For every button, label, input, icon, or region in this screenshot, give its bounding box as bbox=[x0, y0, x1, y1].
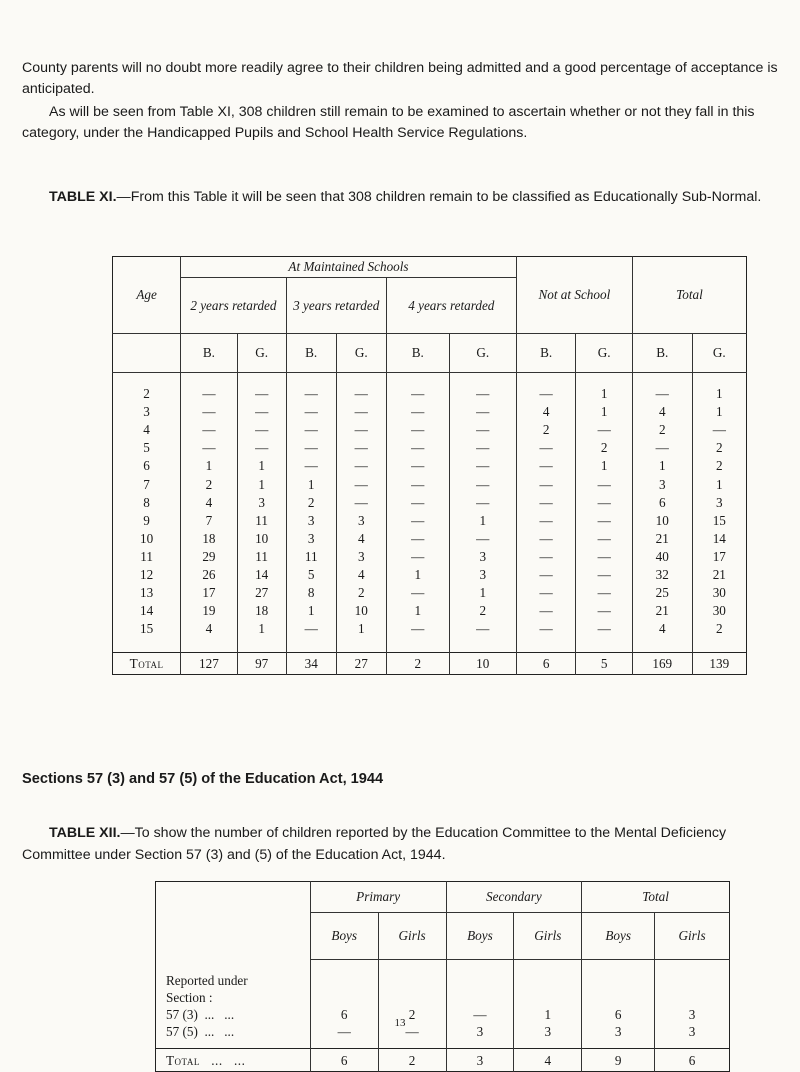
girls-header: Girls bbox=[655, 913, 730, 960]
cell: 40 bbox=[632, 548, 692, 566]
age-cell: 11 bbox=[140, 548, 153, 564]
cell: 3 bbox=[336, 548, 386, 566]
cell: 3 bbox=[655, 1023, 730, 1049]
table-12-label: TABLE XII. bbox=[49, 825, 121, 841]
cell: — bbox=[386, 421, 449, 439]
table-11-total-row bbox=[113, 653, 747, 675]
cell: 1 bbox=[386, 566, 449, 584]
cell: 10 bbox=[632, 512, 692, 530]
cell: 2 bbox=[181, 475, 237, 493]
cell: — bbox=[310, 1023, 378, 1049]
table-11-caption: —From this Table it will be seen that 308 children remain to be classified as Educationally Sub-Normal. bbox=[116, 189, 762, 205]
cell: — bbox=[516, 602, 576, 620]
primary-header: Primary bbox=[310, 882, 446, 913]
intro-paragraph-1: County parents will no doubt more readily agree to their children being admitted and a good percentage of acceptance is anticipated. bbox=[22, 60, 778, 97]
secondary-header: Secondary bbox=[446, 882, 582, 913]
age-cell: 10 bbox=[140, 530, 154, 546]
cell: 2 bbox=[449, 602, 516, 620]
cell: — bbox=[237, 439, 286, 457]
cell: 14 bbox=[237, 566, 286, 584]
cell: 2 bbox=[576, 439, 632, 457]
two-years-retarded-header: 2 years retarded bbox=[181, 278, 286, 334]
cell: — bbox=[336, 475, 386, 493]
cell: 21 bbox=[632, 530, 692, 548]
cell: 4 bbox=[336, 566, 386, 584]
cell: 1 bbox=[576, 457, 632, 475]
age-cell: 3 bbox=[143, 404, 150, 420]
total-cell: 6 bbox=[516, 653, 576, 675]
cell: — bbox=[336, 439, 386, 457]
total-cell: 10 bbox=[449, 653, 516, 675]
table-11-row bbox=[113, 566, 747, 584]
cell: — bbox=[386, 620, 449, 653]
cell: 4 bbox=[336, 530, 386, 548]
age-cell: 4 bbox=[143, 422, 150, 438]
table-11-row bbox=[113, 548, 747, 566]
boys-header: Boys bbox=[446, 913, 514, 960]
table-11-row bbox=[113, 530, 747, 548]
cell: 3 bbox=[286, 512, 336, 530]
cell: 4 bbox=[181, 620, 237, 653]
cell: — bbox=[449, 530, 516, 548]
section-label: Section : bbox=[166, 990, 213, 1005]
cell: 3 bbox=[582, 1023, 655, 1049]
cell: — bbox=[449, 421, 516, 439]
total-cell: 4 bbox=[514, 1049, 582, 1072]
table-12 bbox=[155, 881, 730, 1072]
total-cell: 2 bbox=[386, 653, 449, 675]
cell: — bbox=[181, 373, 237, 404]
cell: 2 bbox=[516, 421, 576, 439]
cell: — bbox=[516, 548, 576, 566]
cell: — bbox=[516, 512, 576, 530]
total-cell: 139 bbox=[692, 653, 746, 675]
cell: — bbox=[237, 373, 286, 404]
cell: — bbox=[237, 421, 286, 439]
intro-paragraph-2: As will be seen from Table XI, 308 children still remain to be examined to ascertain whether or not they fall in this category, under the Handicapped Pupils and School Health Service Regulations. bbox=[22, 104, 755, 141]
cell: 3 bbox=[286, 530, 336, 548]
cell: — bbox=[576, 475, 632, 493]
cell: — bbox=[449, 457, 516, 475]
girls-header: Girls bbox=[378, 913, 446, 960]
cell: — bbox=[386, 457, 449, 475]
table-11-label: TABLE XI. bbox=[49, 189, 117, 205]
cell: — bbox=[449, 373, 516, 404]
cell: — bbox=[692, 421, 746, 439]
col-header-b: B. bbox=[286, 334, 336, 373]
table-11-row bbox=[113, 457, 747, 475]
table-12-caption: —To show the number of children reported by the Education Committee to the Mental Deficiency Committee under Section 57 (3) and (5) of the Education Act, 1944. bbox=[22, 825, 727, 863]
total-cell: 34 bbox=[286, 653, 336, 675]
cell: — bbox=[286, 457, 336, 475]
cell: — bbox=[386, 403, 449, 421]
col-header-b: B. bbox=[632, 334, 692, 373]
cell: 21 bbox=[692, 566, 746, 584]
page-number: 13 bbox=[394, 1017, 406, 1029]
cell: — bbox=[576, 494, 632, 512]
cell: 1 bbox=[449, 512, 516, 530]
cell: — bbox=[449, 403, 516, 421]
total-cell: 127 bbox=[181, 653, 237, 675]
table-11-row bbox=[113, 494, 747, 512]
cell: 27 bbox=[237, 584, 286, 602]
cell: — bbox=[576, 584, 632, 602]
cell: — bbox=[449, 620, 516, 653]
cell: 1 bbox=[286, 602, 336, 620]
table-12-heading bbox=[22, 822, 778, 866]
col-header-g: G. bbox=[692, 334, 746, 373]
cell: — bbox=[336, 457, 386, 475]
cell: — bbox=[576, 566, 632, 584]
cell: 3 bbox=[655, 1006, 730, 1023]
cell: 3 bbox=[449, 548, 516, 566]
cell: 1 bbox=[386, 602, 449, 620]
cell: 3 bbox=[446, 1023, 514, 1049]
cell: — bbox=[386, 439, 449, 457]
cell: 18 bbox=[237, 602, 286, 620]
total-cell: 9 bbox=[582, 1049, 655, 1072]
cell: 10 bbox=[336, 602, 386, 620]
cell: — bbox=[181, 439, 237, 457]
total-cell: 6 bbox=[655, 1049, 730, 1072]
cell: 2 bbox=[286, 494, 336, 512]
cell: — bbox=[286, 403, 336, 421]
age-cell: 15 bbox=[140, 621, 154, 637]
cell: 6 bbox=[582, 1006, 655, 1023]
cell: — bbox=[576, 421, 632, 439]
cell: 7 bbox=[181, 512, 237, 530]
cell: 10 bbox=[237, 530, 286, 548]
table-12-total-row bbox=[156, 1049, 730, 1072]
cell: 2 bbox=[692, 457, 746, 475]
cell: — bbox=[181, 421, 237, 439]
cell: 3 bbox=[449, 566, 516, 584]
cell: — bbox=[386, 494, 449, 512]
age-cell: 6 bbox=[143, 458, 150, 474]
table-11-row bbox=[113, 584, 747, 602]
cell: 3 bbox=[692, 494, 746, 512]
cell: 18 bbox=[181, 530, 237, 548]
total-header: Total bbox=[582, 882, 730, 913]
cell: — bbox=[449, 494, 516, 512]
table-11-row bbox=[113, 620, 747, 653]
cell: 14 bbox=[692, 530, 746, 548]
age-cell: 9 bbox=[143, 512, 150, 528]
cell: — bbox=[516, 566, 576, 584]
cell: 2 bbox=[378, 1006, 446, 1023]
col-header-g: G. bbox=[237, 334, 286, 373]
cell: 1 bbox=[336, 620, 386, 653]
cell: — bbox=[516, 584, 576, 602]
cell: 1 bbox=[237, 457, 286, 475]
col-header-g: G. bbox=[336, 334, 386, 373]
age-subheader-blank bbox=[113, 334, 181, 373]
cell: 1 bbox=[449, 584, 516, 602]
cell: 1 bbox=[692, 475, 746, 493]
cell: — bbox=[516, 494, 576, 512]
table-11-row bbox=[113, 373, 747, 404]
cell: 1 bbox=[692, 373, 746, 404]
cell: 32 bbox=[632, 566, 692, 584]
cell: — bbox=[576, 602, 632, 620]
cell: — bbox=[516, 620, 576, 653]
age-cell: 8 bbox=[143, 494, 150, 510]
cell: 6 bbox=[310, 1006, 378, 1023]
cell: 1 bbox=[514, 1006, 582, 1023]
cell: — bbox=[286, 620, 336, 653]
table-11-row bbox=[113, 403, 747, 421]
reported-under-label: Reported under bbox=[166, 972, 248, 988]
cell: — bbox=[336, 494, 386, 512]
sections-heading: Sections 57 (3) and 57 (5) of the Education Act, 1944 bbox=[22, 771, 384, 787]
cell: 21 bbox=[632, 602, 692, 620]
cell: 2 bbox=[692, 439, 746, 457]
cell: 2 bbox=[632, 421, 692, 439]
total-cell: 27 bbox=[336, 653, 386, 675]
cell: — bbox=[576, 530, 632, 548]
boys-header: Boys bbox=[582, 913, 655, 960]
age-cell: 5 bbox=[143, 440, 150, 456]
row-label: 57 (5) ... ... bbox=[166, 1024, 235, 1039]
total-cell: 6 bbox=[310, 1049, 378, 1072]
table-11-row bbox=[113, 512, 747, 530]
total-cell: 3 bbox=[446, 1049, 514, 1072]
cell: 3 bbox=[632, 475, 692, 493]
cell: 11 bbox=[286, 548, 336, 566]
cell: 5 bbox=[286, 566, 336, 584]
total-cell: 2 bbox=[378, 1049, 446, 1072]
cell: 1 bbox=[576, 403, 632, 421]
table-11-row bbox=[113, 475, 747, 493]
age-cell: 2 bbox=[143, 386, 150, 402]
cell: 30 bbox=[692, 584, 746, 602]
boys-header: Boys bbox=[310, 913, 378, 960]
cell: — bbox=[516, 457, 576, 475]
total-header: Total bbox=[632, 257, 746, 334]
cell: — bbox=[386, 475, 449, 493]
cell: 1 bbox=[632, 457, 692, 475]
cell: — bbox=[286, 439, 336, 457]
cell: — bbox=[378, 1023, 446, 1049]
col-header-b: B. bbox=[181, 334, 237, 373]
total-cell: 169 bbox=[632, 653, 692, 675]
cell: — bbox=[446, 1006, 514, 1023]
cell: — bbox=[449, 439, 516, 457]
cell: — bbox=[516, 530, 576, 548]
age-cell: 12 bbox=[140, 566, 154, 582]
cell: — bbox=[386, 584, 449, 602]
cell: — bbox=[632, 439, 692, 457]
col-header-g: G. bbox=[576, 334, 632, 373]
cell: 1 bbox=[692, 403, 746, 421]
cell: 2 bbox=[692, 620, 746, 653]
cell: 17 bbox=[692, 548, 746, 566]
cell: — bbox=[632, 373, 692, 404]
table-11 bbox=[112, 256, 747, 675]
age-cell: 14 bbox=[140, 603, 154, 619]
cell: 25 bbox=[632, 584, 692, 602]
cell: — bbox=[286, 421, 336, 439]
cell: — bbox=[449, 475, 516, 493]
row-label: 57 (3) ... ... bbox=[166, 1007, 235, 1022]
cell: 29 bbox=[181, 548, 237, 566]
cell: 4 bbox=[632, 403, 692, 421]
col-header-b: B. bbox=[386, 334, 449, 373]
cell: 4 bbox=[181, 494, 237, 512]
cell: 4 bbox=[516, 403, 576, 421]
cell: — bbox=[386, 530, 449, 548]
cell: 6 bbox=[632, 494, 692, 512]
cell: — bbox=[576, 548, 632, 566]
total-cell: 97 bbox=[237, 653, 286, 675]
total-cell: 5 bbox=[576, 653, 632, 675]
cell: — bbox=[576, 512, 632, 530]
cell: 1 bbox=[237, 475, 286, 493]
cell: — bbox=[516, 373, 576, 404]
cell: — bbox=[336, 421, 386, 439]
cell: 4 bbox=[632, 620, 692, 653]
cell: 15 bbox=[692, 512, 746, 530]
cell: 1 bbox=[237, 620, 286, 653]
not-at-school-header: Not at School bbox=[516, 257, 632, 334]
cell: — bbox=[336, 373, 386, 404]
age-cell: 7 bbox=[143, 476, 150, 492]
three-years-retarded-header: 3 years retarded bbox=[286, 278, 386, 334]
table-11-heading bbox=[22, 186, 778, 208]
cell: — bbox=[386, 548, 449, 566]
cell: 11 bbox=[237, 512, 286, 530]
cell: 1 bbox=[576, 373, 632, 404]
four-years-retarded-header: 4 years retarded bbox=[386, 278, 516, 334]
cell: — bbox=[181, 403, 237, 421]
cell: — bbox=[516, 439, 576, 457]
cell: — bbox=[386, 512, 449, 530]
cell: 3 bbox=[336, 512, 386, 530]
cell: 26 bbox=[181, 566, 237, 584]
cell: 3 bbox=[237, 494, 286, 512]
table-11-row bbox=[113, 439, 747, 457]
total-label: Total bbox=[113, 653, 181, 675]
row-label-header-blank bbox=[156, 882, 311, 960]
cell: 1 bbox=[286, 475, 336, 493]
cell: 19 bbox=[181, 602, 237, 620]
girls-header: Girls bbox=[514, 913, 582, 960]
cell: 11 bbox=[237, 548, 286, 566]
cell: 3 bbox=[514, 1023, 582, 1049]
col-header-b: B. bbox=[516, 334, 576, 373]
cell: — bbox=[237, 403, 286, 421]
maintained-schools-header: At Maintained Schools bbox=[181, 257, 517, 278]
cell: 8 bbox=[286, 584, 336, 602]
cell: 1 bbox=[181, 457, 237, 475]
table-11-row bbox=[113, 602, 747, 620]
age-header: Age bbox=[136, 287, 157, 302]
cell: — bbox=[286, 373, 336, 404]
cell: 17 bbox=[181, 584, 237, 602]
cell: — bbox=[576, 620, 632, 653]
cell: 30 bbox=[692, 602, 746, 620]
cell: — bbox=[336, 403, 386, 421]
total-label: Total ... ... bbox=[156, 1049, 311, 1072]
cell: 2 bbox=[336, 584, 386, 602]
age-cell: 13 bbox=[140, 585, 154, 601]
table-11-row bbox=[113, 421, 747, 439]
col-header-g: G. bbox=[449, 334, 516, 373]
cell: — bbox=[386, 373, 449, 404]
cell: — bbox=[516, 475, 576, 493]
